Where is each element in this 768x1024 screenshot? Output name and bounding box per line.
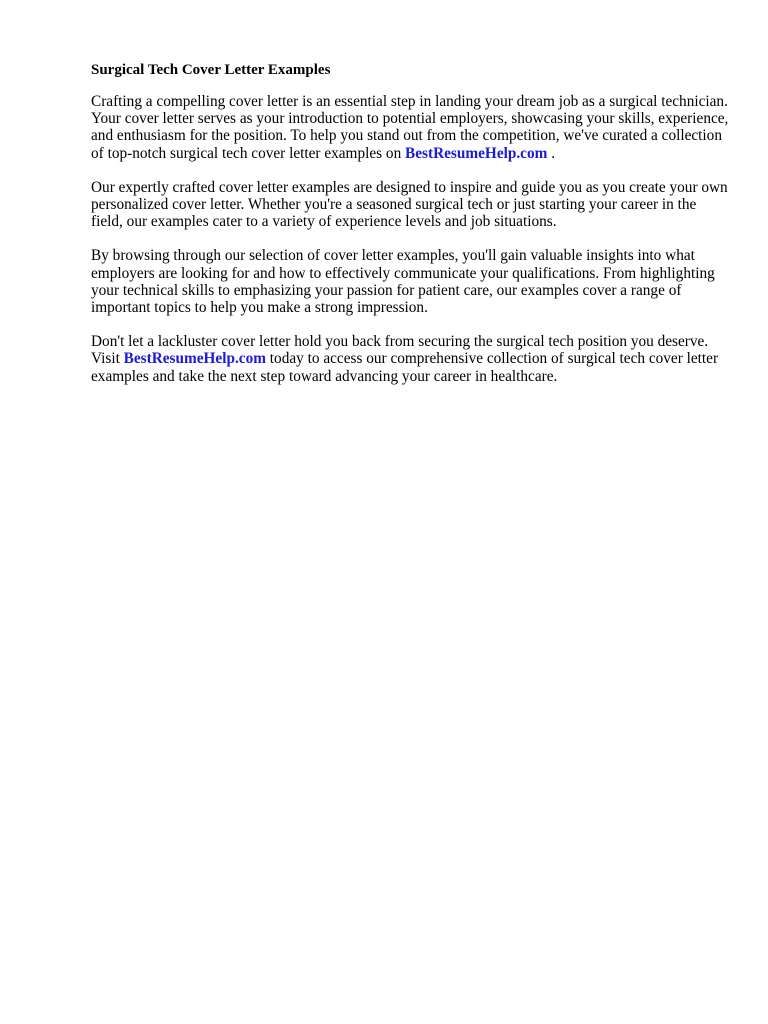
- bestresumehelp-link[interactable]: BestResumeHelp.com: [405, 144, 548, 162]
- paragraph-closing-end: today to access our comprehensive collection of surgical tech cover letter examples and take the next step toward advancing your career in healthcare.: [91, 350, 719, 385]
- paragraph-closing-text: Don't let a lackluster cover letter hold you back from securing the surgical tech position you deserve. Visit: [91, 333, 709, 368]
- paragraph-intro-text: Crafting a compelling cover letter is an essential step in landing your dream job as a surgical technician. Your cover letter serves as your introduction to potential employers, showcasing your skills, experience, and enthusiasm for the position. To help you stand out from the competition, we've curated a collection of top-notch surgical tech cover letter examples on: [91, 93, 729, 162]
- document-title: Surgical Tech Cover Letter Examples: [91, 62, 331, 78]
- paragraph-closing: [91, 333, 731, 385]
- paragraph-examples: Our expertly crafted cover letter examples are designed to inspire and guide you as you create your own personalized cover letter. Whether you're a seasoned surgical tech or just starting your career in the field, our examples cater to a variety of experience levels and job situations.: [91, 178, 728, 231]
- paragraph-browsing: By browsing through our selection of cover letter examples, you'll gain valuable insights into what employers are looking for and how to effectively communicate your qualifications. From highlighting your technical skills to emphasizing your passion for patient care, our examples cover a range of important topics to help you make a strong impression.: [91, 247, 715, 317]
- paragraph-intro-end: .: [547, 144, 556, 162]
- paragraph-intro: [91, 93, 731, 162]
- document-page: [91, 60, 731, 402]
- bestresumehelp-link-2[interactable]: BestResumeHelp.com: [123, 350, 266, 368]
